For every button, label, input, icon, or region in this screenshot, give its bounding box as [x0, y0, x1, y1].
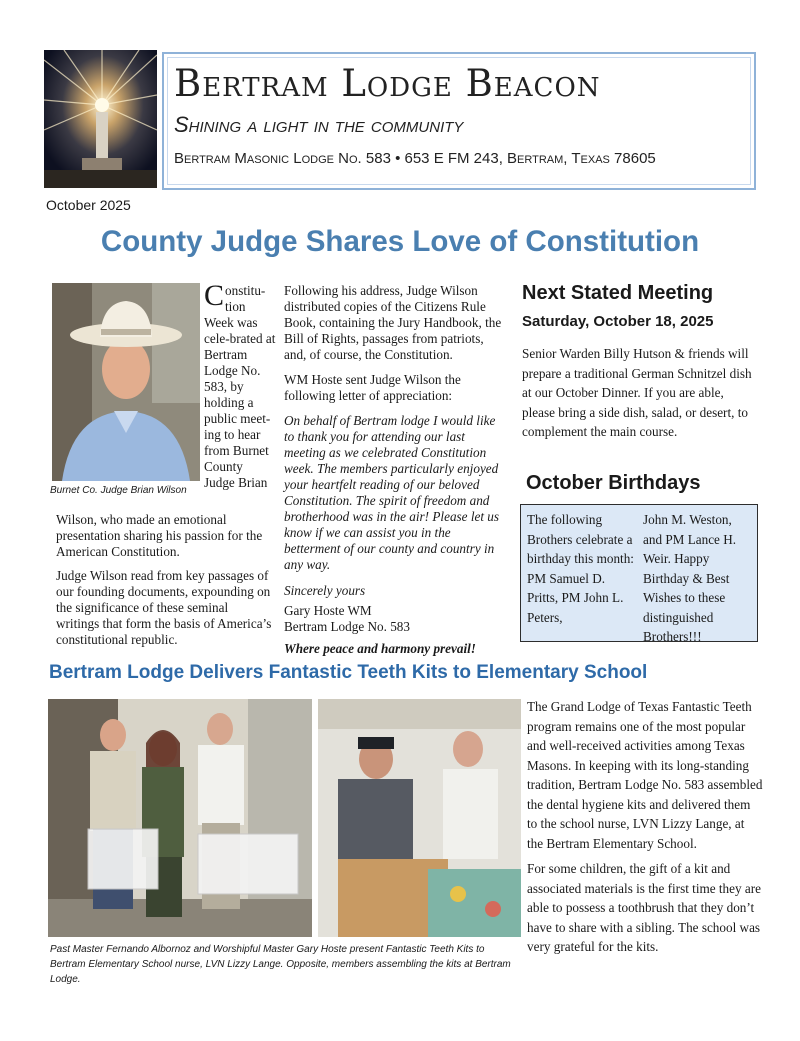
judge-photo [52, 283, 200, 481]
intro-text: onstitu-tion Week was cele-brated at Bertram Lodge No. 583, by holding a public meet-ing to hear from Burnet County Judge Brian [204, 283, 276, 490]
article2-headline: Bertram Lodge Delivers Fantastic Teeth Kits to Elementary School [49, 662, 648, 683]
lighthouse-photo [44, 50, 157, 188]
letter-signature-lodge: Bertram Lodge No. 583 [284, 619, 410, 634]
appreciation-letter: On behalf of Bertram lodge I would like to thank you for attending our last meeting as we celebrated Constitution week. The members particularly enjoyed your heartfelt reading of our beloved Constitution. The spirit of freedom and brotherhood was in the air! Please let us know if we can assist you in the betterment of our county and country in any way. [284, 413, 500, 572]
birthdays-text-right: John M. Weston, and PM Lance H. Weir. Happy Birthday & Best Wishes to these distinguished Brothers!!! [643, 512, 737, 644]
teeth-kits-presentation-photo [48, 699, 312, 937]
article1-para4: WM Hoste sent Judge Wilson the following letter of appreciation: [284, 372, 461, 403]
next-meeting-title: Next Stated Meeting [522, 282, 714, 304]
kit-assembly-photo [318, 699, 521, 937]
judge-photo-caption: Burnet Co. Judge Brian Wilson [50, 485, 187, 496]
issue-date: October 2025 [46, 197, 131, 213]
letter-signature-name: Gary Hoste WM [284, 603, 372, 618]
article1-para2: Judge Wilson read from key passages of our founding documents, expounding on the significance of these seminal writings that form the basis of America’s constitutional republic. [56, 568, 272, 647]
intro-continuation: Wilson, who made an emotional presentation sharing his passion for the American Constitution. [56, 512, 263, 559]
next-meeting-body: Senior Warden Billy Hutson & friends will prepare a traditional German Schnitzel dish at our October Dinner. If you are able, please bring a side dish, salad, or desert, to complement the main course. [522, 346, 752, 439]
birthdays-title: October Birthdays [526, 472, 701, 494]
newsletter-tagline: Shining a light in the community [174, 112, 464, 137]
article2-para2: For some children, the gift of a kit and associated materials is the first time they are able to possess a toothbrush that they don’t have to share with a sibling. The school was very grateful for the kits. [527, 861, 761, 954]
newsletter-title: Bertram Lodge Beacon [174, 62, 601, 105]
drop-cap: C [204, 279, 225, 312]
article2-para1: The Grand Lodge of Texas Fantastic Teeth program remains one of the most popular and well-received activities among Texas Masons. In keeping with its long-standing tradition, Bertram Lodge No. 583 assembled the dental hygiene kits and delivered them to the school nurse, LVN Lizzy Lange, at the Bertram Elementary School. [527, 699, 763, 851]
birthdays-text-left: The following Brothers celebrate a birthday this month: PM Samuel D. Pritts, PM John L. Peters, [527, 512, 634, 625]
article2-body [527, 697, 763, 963]
article1-para3: Following his address, Judge Wilson distributed copies of the Citizens Rule Book, containing the Jury Handbook, the Bill of Rights, passages from patriots, and, of course, the Constitution. [284, 283, 502, 362]
article1-column2 [284, 283, 504, 657]
letter-signoff: Sincerely yours [284, 583, 366, 598]
photos-caption: Past Master Fernando Albornoz and Worshipful Master Gary Hoste present Fantastic Teeth Kits to Bertram Elementary School nurse, LVN Lizzy Lange. Opposite, members assembling the kits at Bertram Lodge. [50, 944, 511, 985]
masthead-box [162, 52, 756, 190]
article1-column1 [56, 512, 274, 656]
lodge-address: Bertram Masonic Lodge No. 583 • 653 E FM 243, Bertram, Texas 78605 [174, 150, 656, 167]
article1-intro-narrow [204, 279, 276, 491]
birthdays-box [520, 504, 758, 642]
lodge-motto: Where peace and harmony prevail! [284, 641, 476, 656]
next-meeting-date: Saturday, October 18, 2025 [522, 313, 714, 330]
article-headline: County Judge Shares Love of Constitution [100, 225, 700, 258]
